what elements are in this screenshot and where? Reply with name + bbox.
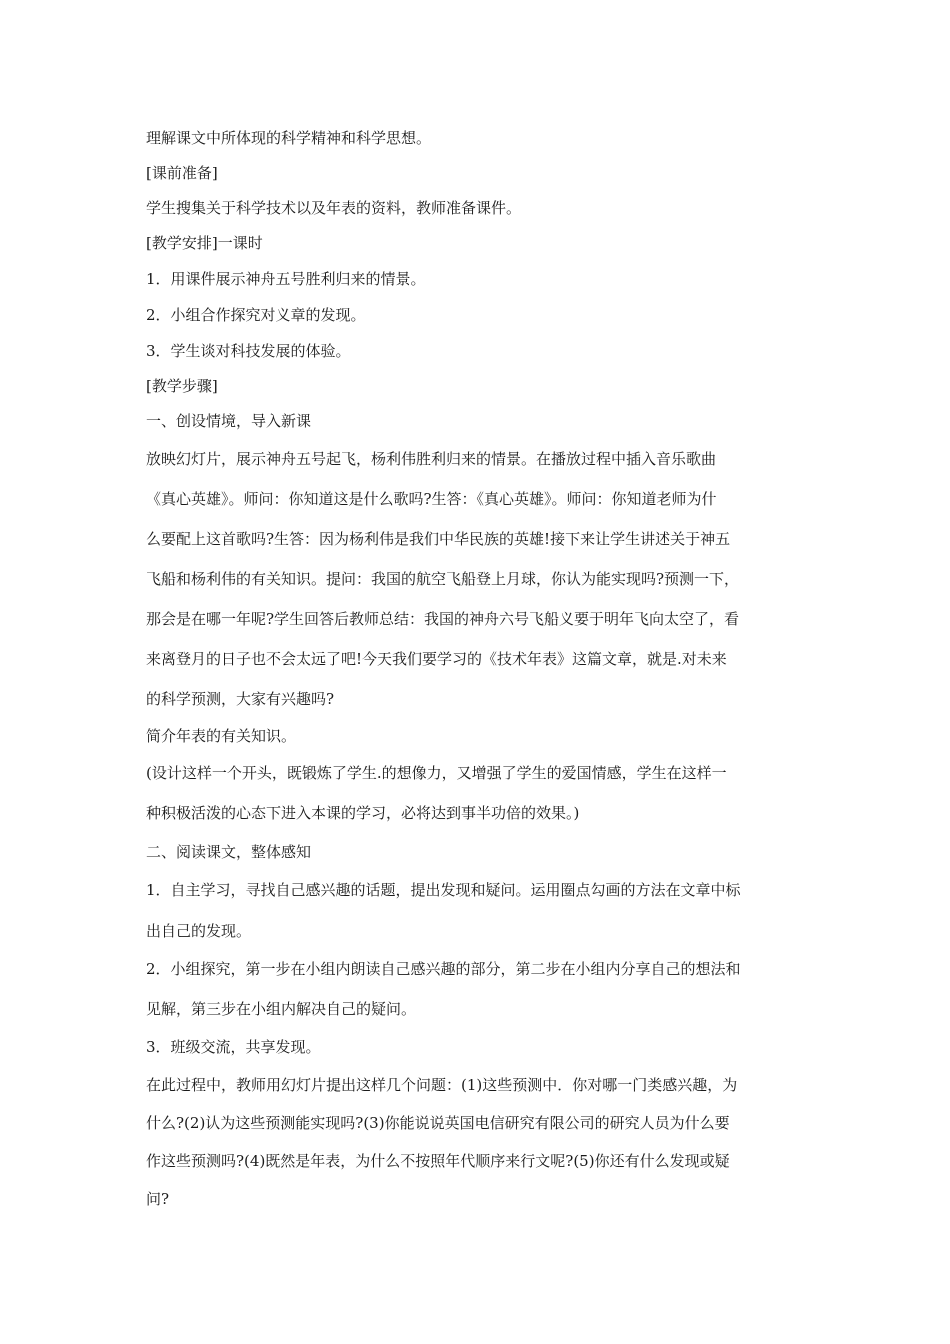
paragraph-line: 见解，第三步在小组内解决自己的疑问。 [146, 1000, 417, 1018]
paragraph-line: 《真心英雄》。师问：你知道这是什么歌吗?生答：《真心英雄》。师问：你知道老师为什 [146, 490, 717, 508]
paragraph-line: 学生搜集关于科学技术以及年表的资料，教师准备课件。 [146, 199, 522, 217]
section-heading: [教学步骤] [146, 377, 218, 395]
paragraph-line: 简介年表的有关知识。 [146, 727, 297, 745]
paragraph-line: 问? [146, 1190, 170, 1208]
list-item: 1．用课件展示神舟五号胜利归来的情景。 [146, 270, 426, 288]
paragraph-line: (设计这样一个开头，既锻炼了学生.的想像力，又增强了学生的爱国情感，学生在这样一 [146, 764, 727, 782]
section-heading: [课前准备] [146, 164, 218, 182]
paragraph-line: 么要配上这首歌吗?生答：因为杨利伟是我们中华民族的英雄!接下来让学生讲述关于神五 [146, 530, 731, 548]
subsection-heading: 二、阅读课文，整体感知 [146, 843, 312, 861]
list-item: 1．自主学习，寻找自己感兴趣的话题，提出发现和疑问。运用圈点勾画的方法在文章中标 [146, 881, 741, 899]
paragraph-line: 理解课文中所体现的科学精神和科学思想。 [146, 129, 432, 147]
list-item: 2．小组探究，第一步在小组内朗读自己感兴趣的部分，第二步在小组内分享自己的想法和 [146, 960, 741, 978]
paragraph-line: 飞船和杨利伟的有关知识。提问：我国的航空飞船登上月球，你认为能实现吗?预测一下， [146, 570, 740, 588]
list-item: 2．小组合作探究对义章的发现。 [146, 306, 366, 324]
paragraph-line: 来离登月的日子也不会太远了吧!今天我们要学习的《技术年表》这篇文章，就是.对未来 [146, 650, 727, 668]
paragraph-line: 的科学预测，大家有兴趣吗? [146, 690, 335, 708]
paragraph-line: 出自己的发现。 [146, 922, 252, 940]
list-item: 3．学生谈对科技发展的体验。 [146, 342, 351, 360]
subsection-heading: 一、创设情境，导入新课 [146, 412, 312, 430]
list-item: 3．班级交流，共享发现。 [146, 1038, 321, 1056]
paragraph-line: 放映幻灯片，展示神舟五号起飞，杨利伟胜利归来的情景。在播放过程中插入音乐歌曲 [146, 450, 717, 468]
section-heading: [教学安排]一课时 [146, 234, 263, 252]
paragraph-line: 作这些预测吗?(4)既然是年表，为什么不按照年代顺序来行文呢?(5)你还有什么发现或疑 [146, 1152, 730, 1170]
paragraph-line: 那会是在哪一年呢?学生回答后教师总结：我国的神舟六号飞船义要于明年飞向太空了，看 [146, 610, 740, 628]
paragraph-line: 种积极活泼的心态下进入本课的学习，必将达到事半功倍的效果。) [146, 804, 580, 822]
paragraph-line: 在此过程中，教师用幻灯片提出这样几个问题：(1)这些预测中．你对哪一门类感兴趣，为 [146, 1076, 738, 1094]
paragraph-line: 什么?(2)认为这些预测能实现吗?(3)你能说说英国电信研究有限公司的研究人员为什么要 [146, 1114, 730, 1132]
